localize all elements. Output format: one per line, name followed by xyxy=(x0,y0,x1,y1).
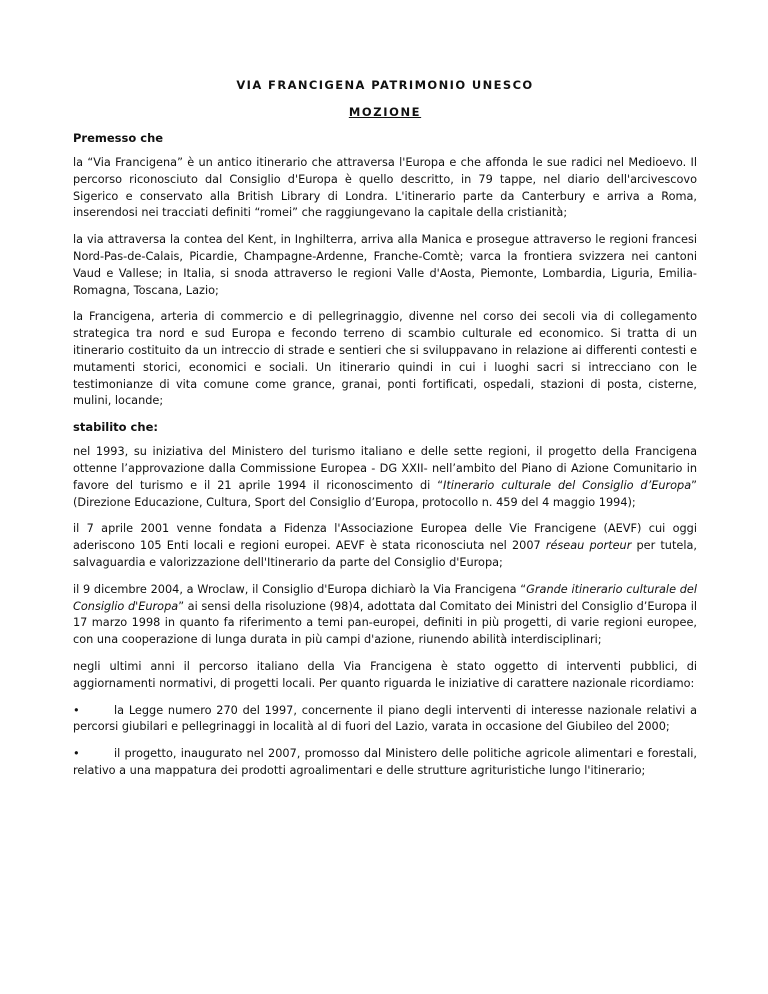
list-item xyxy=(73,746,697,780)
paragraph-5-text-b: per tutela, salvaguardia e valorizzazione dell'Itinerario da parte del Consiglio d'Europa; xyxy=(73,539,697,569)
list-item-text: la Legge numero 270 del 1997, concernente il piano degli interventi di interesse nazionale relativi a percorsi giubilari e pellegrinaggi in località al di fuori del Lazio, varata in occasione del Giubileo del 2000; xyxy=(73,703,697,734)
list-item xyxy=(73,703,697,737)
paragraph-5-text-a: il 7 aprile 2001 venne fondata a Fidenza l'Associazione Europea delle Vie Francigene (AEVF) cui oggi aderiscono 105 Enti locali e regioni europei. AEVF è stata riconosciuta nel 2007 xyxy=(73,522,697,553)
paragraph-6-text-b: ” ai sensi della risoluzione (98)4, adottata dal Comitato dei Ministri del Consiglio d’Europa il 17 marzo 1998 in quanto fa riferimento a temi pan-europei, definiti in più progetti, di varie regioni europee, con una cooperazione di lunga durata in più campi d'azione, riunendo abilità interdisciplinari; xyxy=(73,599,697,647)
paragraph-4-text-a: nel 1993, su iniziativa del Ministero del turismo italiano e delle sette regioni, il progetto della Francigena ottenne l’approvazione dalla Commissione Europea - DG XXII- nell’ambito del Piano di Azione Comunitario in favore del turismo e il 21 aprile 1994 il riconoscimento di “ xyxy=(73,445,697,492)
paragraph-3: la Francigena, arteria di commercio e di pellegrinaggio, divenne nel corso dei secoli via di collegamento strategica tra nord e sud Europa e fecondo terreno di scambio culturale ed economico. Si tratta di un itinerario costituito da un intreccio di strade e sentieri che si sviluppavano in relazione ai differenti contesti e mutamenti storici, economici e sociali. Un itinerario quindi in cui i luoghi sacri si intrecciano con le testimonianze di vita comune come grance, granai, ponti fortificati, ospedali, stazioni di posta, cisterne, mulini, locande; xyxy=(73,310,697,408)
bullet-mark: • xyxy=(73,703,80,717)
section-heading-premesso: Premesso che xyxy=(73,131,164,145)
paragraph-6-text-a: il 9 dicembre 2004, a Wroclaw, il Consiglio d'Europa dichiarò la Via Francigena “ xyxy=(73,582,527,596)
section-heading-stabilito: stabilito che: xyxy=(73,420,158,435)
paragraph-1: la “Via Francigena” è un antico itinerario che attraversa l'Europa e che affonda le sue radici nel Medioevo. Il percorso riconosciuto dal Consiglio d'Europa è quello descritto, in 79 tappe, nel diario dell'arcivescovo Sigerico e conservato alla British Library di Londra. L'itinerario parte da Canterbury e arriva a Roma, inserendosi nei tracciati definiti “romei” che raggiungevano la capitale della cristianità; xyxy=(73,156,697,220)
paragraph-2: la via attraversa la contea del Kent, in Inghilterra, arriva alla Manica e prosegue attraverso le regioni francesi Nord-Pas-de-Calais, Picardie, Champagne-Ardenne, Franche-Comtè; varca la frontiera svizzera nei cantoni Vaud e Vallese; in Italia, si snoda attraverso le regioni Valle d'Aosta, Piemonte, Lombardia, Liguria, Emilia-Romagna, Toscana, Lazio; xyxy=(73,233,697,297)
paragraph-6 xyxy=(73,582,697,649)
bullet-mark: • xyxy=(73,747,80,761)
document-title: VIA FRANCIGENA PATRIMONIO UNESCO xyxy=(236,78,534,92)
paragraph-4-text-b: ” (Direzione Educazione, Cultura, Sport del Consiglio d’Europa, protocollo n. 459 del 4 maggio 1994); xyxy=(73,478,698,509)
paragraph-5 xyxy=(73,521,697,571)
paragraph-4 xyxy=(73,444,697,511)
document-subtitle: MOZIONE xyxy=(348,105,422,119)
list-item-text: il progetto, inaugurato nel 2007, promosso dal Ministero delle politiche agricole alimentari e forestali, relativo a una mappatura dei prodotti agroalimentari e delle strutture agrituristiche lungo l'itinerario; xyxy=(73,747,697,777)
paragraph-7: negli ultimi anni il percorso italiano della Via Francigena è stato oggetto di interventi pubblici, di aggiornamenti normativi, di progetti locali. Per quanto riguarda le iniziative di carattere nazionale ricordiamo: xyxy=(73,659,697,690)
paragraph-4-emphasis: Itinerario culturale del Consiglio d’Europa xyxy=(443,478,692,492)
paragraph-6-emphasis: Grande itinerario culturale del Consiglio d'Europa xyxy=(73,582,697,613)
paragraph-5-emphasis: réseau porteur xyxy=(545,539,632,553)
